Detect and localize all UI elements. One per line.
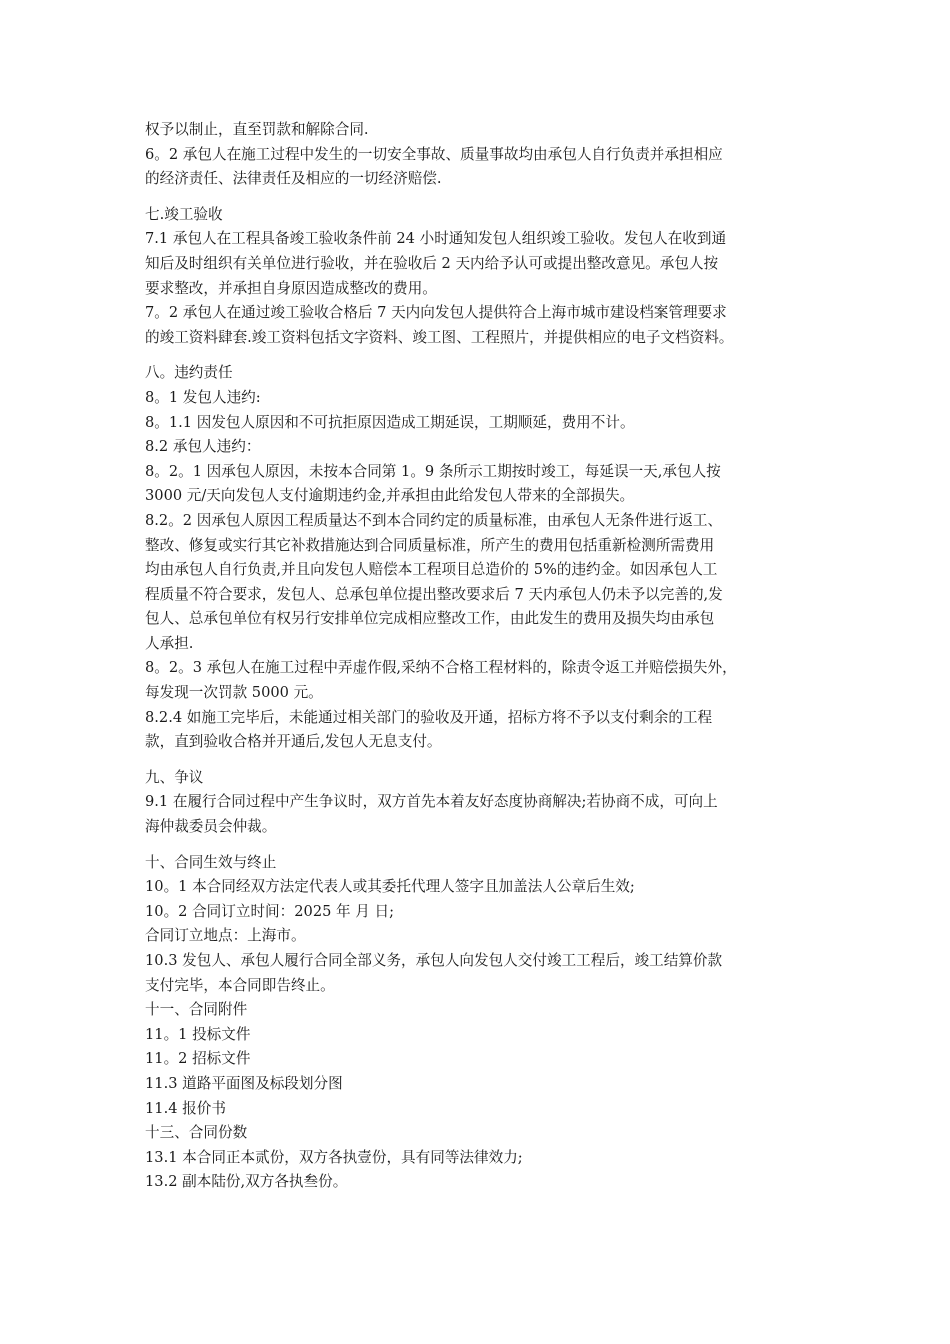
text-line: 均由承包人自行负责,并且向发包人赔偿本工程项目总造价的 5%的违约金。如因承包人工 [145,561,718,579]
text-line: 每发现一次罚款 5000 元。 [145,684,323,702]
section-heading: 十三、合同份数 [145,1124,248,1142]
text-line: 11。2 招标文件 [145,1050,251,1068]
text-line: 8.2 承包人违约： [145,438,261,456]
text-line: 11。1 投标文件 [145,1025,251,1043]
text-line: 3000 元/天向发包人支付逾期违约金,并承担由此给发包人带来的全部损失。 [145,487,635,505]
text-line: 7。2 承包人在通过竣工验收合格后 7 天内向发包人提供符合上海市城市建设档案管理要求 [145,304,727,322]
text-line: 合同订立地点：上海市。 [145,927,306,945]
text-line: 支付完毕，本合同即告终止。 [145,976,335,994]
text-line: 包人、总承包单位有权另行安排单位完成相应整改工作，由此发生的费用及损失均由承包 [145,610,715,628]
text-line: 8.2。2 因承包人原因工程质量达不到本合同约定的质量标准，由承包人无条件进行返工、 [145,511,723,529]
text-line: 人承担. [145,634,194,652]
document-body [145,118,825,1195]
section-heading: 八。违约责任 [145,364,233,382]
section-heading: 十、合同生效与终止 [145,853,277,871]
text-line: 的经济责任、法律责任及相应的一切经济赔偿. [145,170,442,188]
text-line: 8.2.4 如施工完毕后，未能通过相关部门的验收及开通，招标方将不予以支付剩余的工程 [145,708,713,726]
text-line: 10。1 本合同经双方法定代表人或其委托代理人签字且加盖法人公章后生效; [145,878,635,896]
section-heading: 七.竣工验收 [145,205,223,223]
paragraph-gap [145,350,825,361]
text-line: 程质量不符合要求，发包人、总承包单位提出整改要求后 7 天内承包人仍未予以完善的,发 [145,585,723,603]
text-line: 10。2 合同订立时间：2025 年 月 日; [145,902,394,920]
text-line: 8。2。1 因承包人原因，未按本合同第 1。9 条所示工期按时竣工，每延误一天,承包人按 [145,462,721,480]
text-line: 13.2 副本陆份,双方各执叁份。 [145,1173,348,1191]
text-line: 整改、修复或实行其它补救措施达到合同质量标准，所产生的费用包括重新检测所需费用 [145,536,715,554]
text-line: 的竣工资料肆套.竣工资料包括文字资料、竣工图、工程照片，并提供相应的电子文档资料。 [145,328,734,346]
text-line: 13.1 本合同正本贰份，双方各执壹份，具有同等法律效力; [145,1148,523,1166]
text-line: 6。2 承包人在施工过程中发生的一切安全事故、质量事故均由承包人自行负责并承担相应 [145,145,723,163]
text-line: 要求整改，并承担自身原因造成整改的费用。 [145,279,437,297]
paragraph-gap [145,755,825,766]
text-line: 11.3 道路平面图及标段划分图 [145,1074,343,1092]
text-line: 7.1 承包人在工程具备竣工验收条件前 24 小时通知发包人组织竣工验收。发包人在收到通 [145,230,727,248]
text-line: 11.4 报价书 [145,1099,226,1117]
section-heading: 九、争议 [145,768,204,786]
text-line: 权予以制止，直至罚款和解除合同. [145,121,369,138]
text-line: 8。2。3 承包人在施工过程中弄虚作假,采纳不合格工程材料的，除责令返工并赔偿损失外， [145,659,737,677]
paragraph-gap [145,192,825,203]
text-line: 款，直到验收合格并开通后,发包人无息支付。 [145,733,442,751]
text-line: 海仲裁委员会仲裁。 [145,818,277,836]
text-line: 8。1 发包人违约: [145,388,261,406]
text-line: 8。1.1 因发包人原因和不可抗拒原因造成工期延误，工期顺延，费用不计。 [145,413,635,431]
text-line: 知后及时组织有关单位进行验收，并在验收后 2 天内给予认可或提出整改意见。承包人按 [145,254,719,272]
text-line: 10.3 发包人、承包人履行合同全部义务，承包人向发包人交付竣工工程后，竣工结算价款 [145,952,723,969]
paragraph-gap [145,840,825,851]
text-line: 9.1 在履行合同过程中产生争议时，双方首先本着友好态度协商解决;若协商不成，可向上 [145,793,718,811]
section-heading: 十一、合同附件 [145,1001,248,1019]
